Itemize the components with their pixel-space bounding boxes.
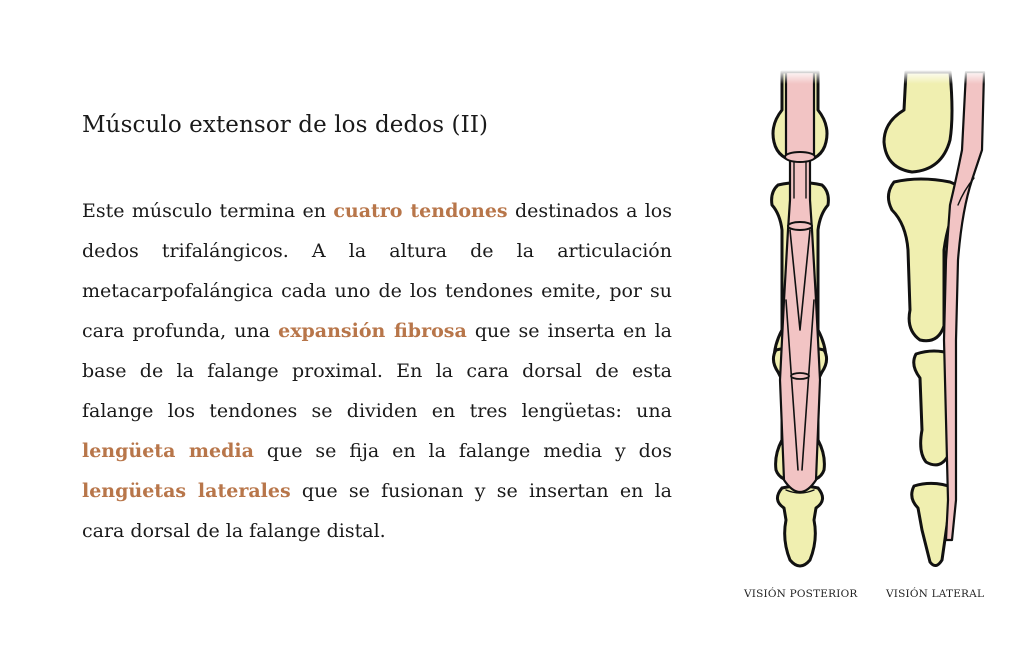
text-segment: que se fija en la falange media y dos [253, 440, 672, 462]
highlight-cuatro-tendones: cuatro tendones [333, 200, 508, 222]
label-vision-posterior: VISIÓN POSTERIOR [744, 588, 858, 600]
lateral-view [884, 72, 984, 566]
text-segment: Este músculo termina en [82, 200, 334, 222]
description-paragraph [82, 191, 672, 551]
posterior-view [772, 72, 829, 566]
finger-anatomy-illustration [740, 70, 1000, 610]
page-title: Músculo extensor de los dedos (II) [82, 112, 489, 138]
posterior-distal-phalanx [777, 486, 822, 566]
text-segment: que se fusionan y se insertan en la cara dorsal de la falange distal. [82, 480, 672, 542]
lateral-metacarpal [884, 72, 952, 172]
posterior-extensor-tendon [780, 72, 820, 492]
highlight-lengueta-media: lengüeta media [82, 440, 254, 462]
text-segment: que se inserta en la base de la falange proximal. En la cara dorsal de esta falange los tendones se dividen en tres lengüetas: una [82, 320, 672, 422]
highlight-expansion-fibrosa: expansión fibrosa [278, 320, 467, 342]
highlight-lenguetas-laterales: lengüetas laterales [82, 480, 291, 502]
label-vision-lateral: VISIÓN LATERAL [886, 588, 985, 600]
text-segment: destinados a los dedos trifalángicos. A la altura de la articulación metacarpofalángica cada uno de los tendones emite, por su cara profunda, una [82, 200, 672, 342]
